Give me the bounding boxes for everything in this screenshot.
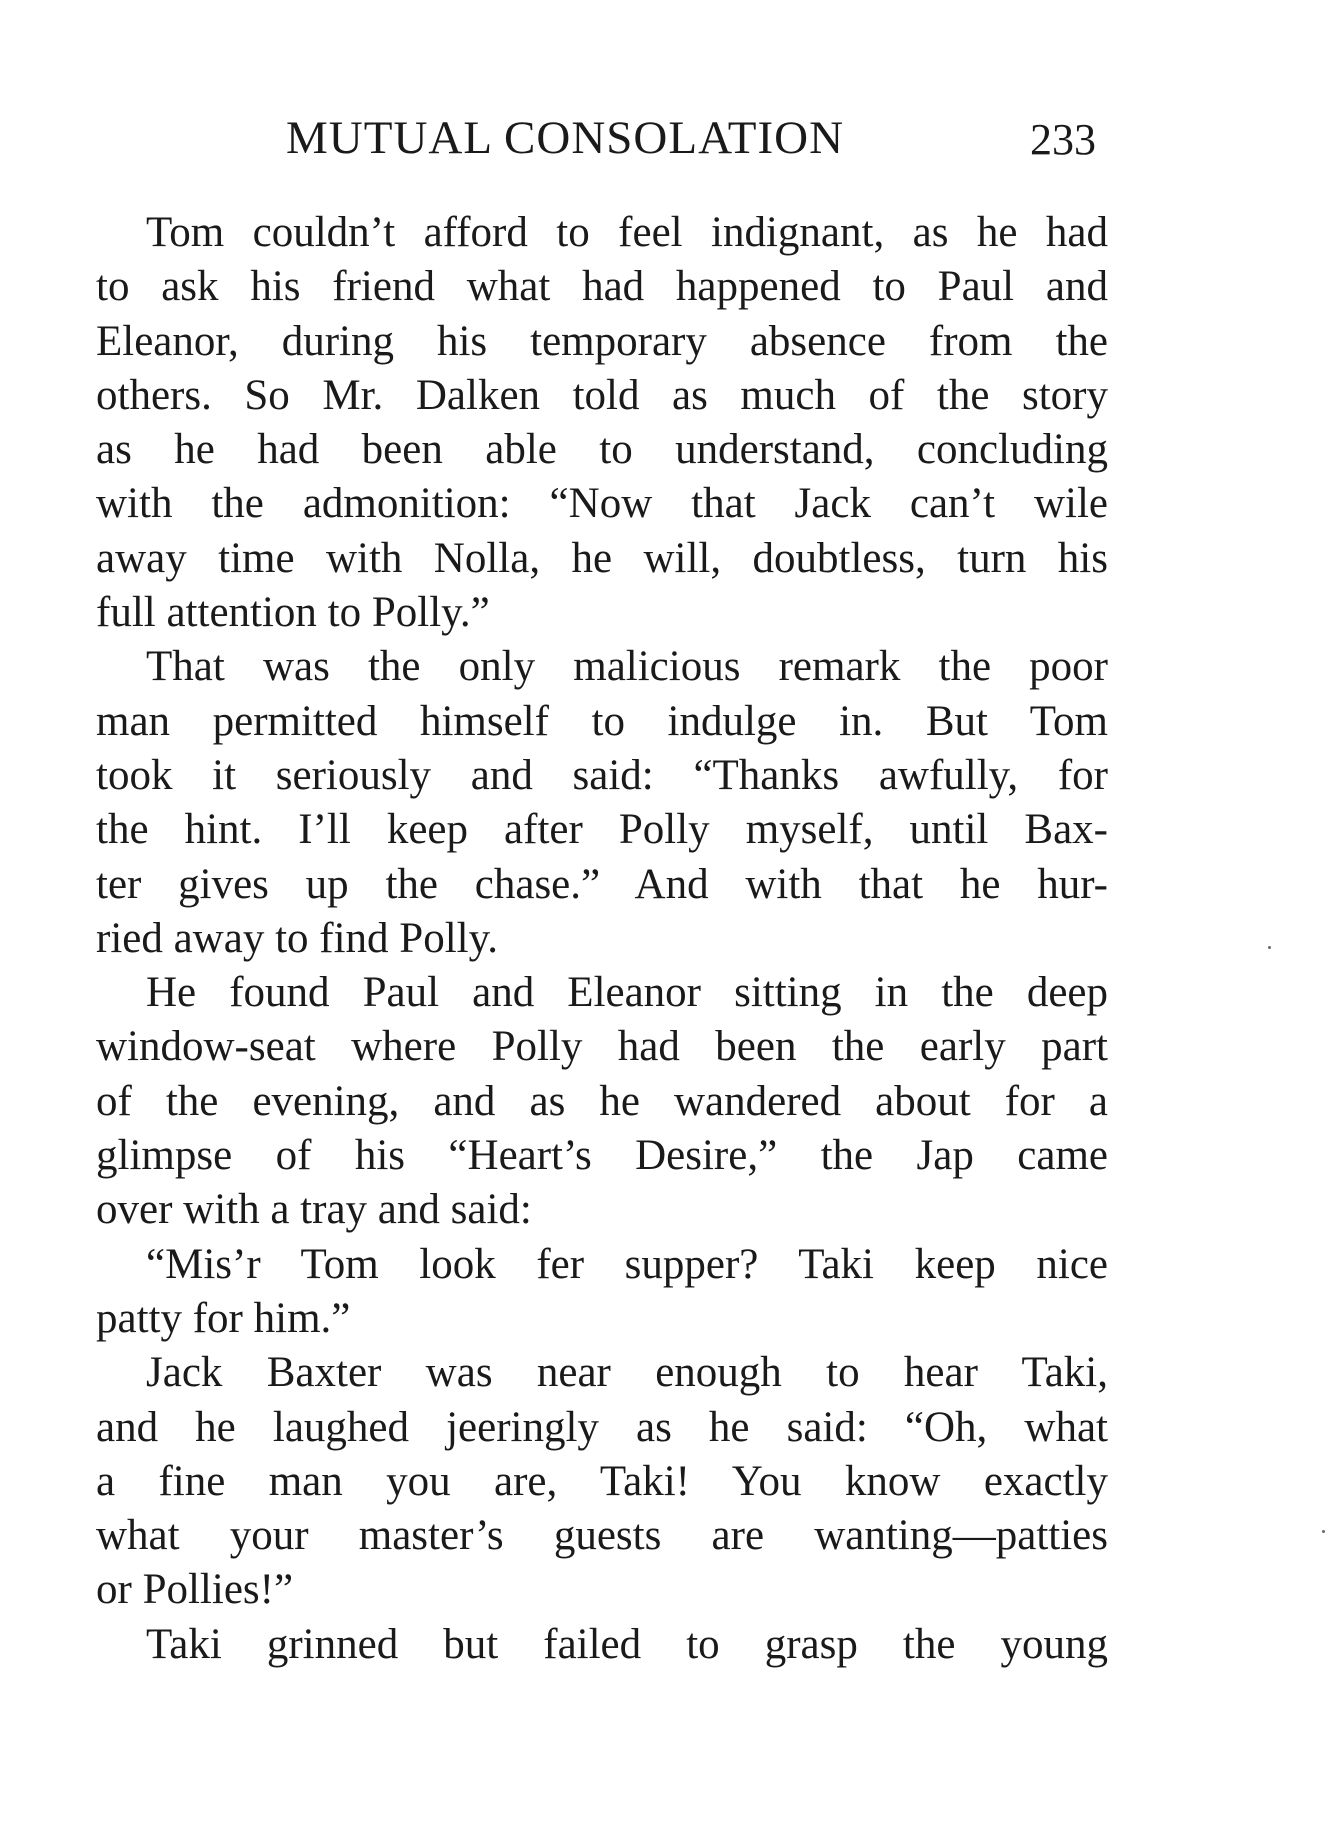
text-line: glimpse of his “Heart’s Desire,” the Jap came bbox=[96, 1132, 1108, 1180]
body-text bbox=[96, 206, 1108, 1672]
scan-speck bbox=[1322, 1530, 1325, 1533]
text-line: and he laughed jeeringly as he said: “Oh, what bbox=[96, 1403, 1108, 1451]
text-line: the hint. I’ll keep after Polly myself, until Bax- bbox=[96, 806, 1108, 854]
text-line: Jack Baxter was near enough to hear Taki, bbox=[146, 1349, 1108, 1397]
page-number: 233 bbox=[1030, 115, 1096, 164]
running-head bbox=[96, 108, 1116, 168]
text-line: others. So Mr. Dalken told as much of the story bbox=[96, 371, 1108, 419]
text-line: man permitted himself to indulge in. But Tom bbox=[96, 697, 1108, 745]
scan-speck bbox=[1268, 946, 1271, 949]
text-line: as he had been able to understand, concluding bbox=[96, 426, 1108, 474]
text-line: That was the only malicious remark the poor bbox=[146, 643, 1108, 691]
text-line: full attention to Polly.” bbox=[96, 589, 490, 637]
text-line: or Pollies!” bbox=[96, 1566, 294, 1614]
text-line: took it seriously and said: “Thanks awfully, for bbox=[96, 751, 1108, 799]
text-line: ter gives up the chase.” And with that he hur- bbox=[96, 860, 1108, 908]
text-line: over with a tray and said: bbox=[96, 1186, 532, 1234]
text-line: He found Paul and Eleanor sitting in the deep bbox=[146, 969, 1108, 1017]
text-line: of the evening, and as he wandered about for a bbox=[96, 1077, 1108, 1125]
text-line: Eleanor, during his temporary absence from the bbox=[96, 317, 1108, 365]
text-line: a fine man you are, Taki! You know exactly bbox=[96, 1457, 1108, 1505]
running-head-title: MUTUAL CONSOLATION bbox=[286, 112, 845, 164]
text-line: ried away to find Polly. bbox=[96, 914, 499, 962]
text-line: patty for him.” bbox=[96, 1294, 351, 1342]
text-line: “Mis’r Tom look fer supper? Taki keep nice bbox=[146, 1240, 1108, 1288]
text-line: window-seat where Polly had been the early part bbox=[96, 1023, 1108, 1071]
text-line: away time with Nolla, he will, doubtless, turn his bbox=[96, 534, 1108, 582]
text-line: Tom couldn’t afford to feel indignant, as he had bbox=[146, 209, 1108, 256]
text-line: to ask his friend what had happened to Paul and bbox=[96, 263, 1108, 311]
text-line: with the admonition: “Now that Jack can’t wile bbox=[96, 480, 1108, 528]
text-line: Taki grinned but failed to grasp the young bbox=[146, 1620, 1108, 1668]
text-line: what your master’s guests are wanting—patties bbox=[96, 1512, 1108, 1560]
